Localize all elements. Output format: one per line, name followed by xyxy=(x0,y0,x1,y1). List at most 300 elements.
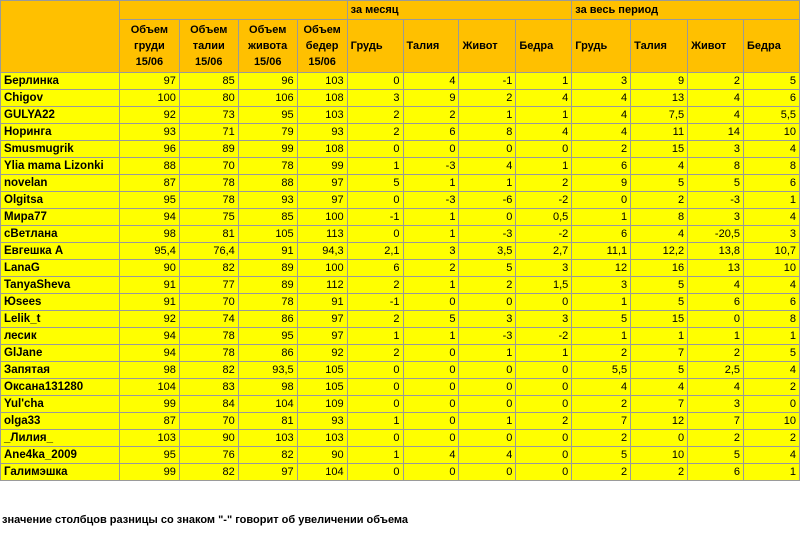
value-cell[interactable]: 103 xyxy=(297,107,347,124)
value-cell[interactable]: 0,5 xyxy=(516,209,572,226)
value-cell[interactable]: 1 xyxy=(347,447,403,464)
value-cell[interactable]: 94,3 xyxy=(297,243,347,260)
value-cell[interactable]: 93 xyxy=(238,192,297,209)
value-cell[interactable]: 4 xyxy=(744,141,800,158)
value-cell[interactable]: 11 xyxy=(631,124,688,141)
column-header[interactable]: Объем бедер 15/06 xyxy=(297,20,347,73)
value-cell[interactable]: 86 xyxy=(238,345,297,362)
value-cell[interactable]: 74 xyxy=(179,311,238,328)
value-cell[interactable]: 0 xyxy=(459,396,516,413)
value-cell[interactable]: 78 xyxy=(179,328,238,345)
participant-name-cell[interactable]: лесик xyxy=(1,328,120,345)
value-cell[interactable]: 5 xyxy=(459,260,516,277)
value-cell[interactable]: 4 xyxy=(631,226,688,243)
value-cell[interactable]: 1 xyxy=(688,328,744,345)
participant-name-cell[interactable]: Евгешка А xyxy=(1,243,120,260)
value-cell[interactable]: 5 xyxy=(572,311,631,328)
value-cell[interactable]: 6 xyxy=(572,158,631,175)
value-cell[interactable]: 91 xyxy=(238,243,297,260)
value-cell[interactable]: 0 xyxy=(459,362,516,379)
value-cell[interactable]: 3 xyxy=(516,311,572,328)
value-cell[interactable]: 8 xyxy=(744,158,800,175)
value-cell[interactable]: 78 xyxy=(179,175,238,192)
value-cell[interactable]: 4 xyxy=(744,209,800,226)
value-cell[interactable]: 97 xyxy=(238,464,297,481)
value-cell[interactable]: 3 xyxy=(403,243,459,260)
value-cell[interactable]: 82 xyxy=(238,447,297,464)
value-cell[interactable]: 0 xyxy=(459,379,516,396)
value-cell[interactable]: 16 xyxy=(631,260,688,277)
value-cell[interactable]: 2 xyxy=(744,430,800,447)
header-corner-cell[interactable] xyxy=(1,1,120,73)
value-cell[interactable]: 6 xyxy=(347,260,403,277)
value-cell[interactable]: 2 xyxy=(688,430,744,447)
value-cell[interactable]: 103 xyxy=(297,430,347,447)
value-cell[interactable]: -3 xyxy=(459,328,516,345)
value-cell[interactable]: 15 xyxy=(631,311,688,328)
value-cell[interactable]: 8 xyxy=(688,158,744,175)
value-cell[interactable]: 1 xyxy=(572,294,631,311)
value-cell[interactable]: 2 xyxy=(572,396,631,413)
value-cell[interactable]: 0 xyxy=(459,209,516,226)
value-cell[interactable]: 5 xyxy=(688,447,744,464)
value-cell[interactable]: 3 xyxy=(688,396,744,413)
value-cell[interactable]: -3 xyxy=(403,192,459,209)
value-cell[interactable]: 105 xyxy=(297,379,347,396)
column-header[interactable]: Живот xyxy=(459,20,516,73)
value-cell[interactable]: 2 xyxy=(347,311,403,328)
value-cell[interactable]: 0 xyxy=(516,464,572,481)
value-cell[interactable]: 0 xyxy=(631,430,688,447)
value-cell[interactable]: 98 xyxy=(119,226,179,243)
value-cell[interactable]: 1 xyxy=(347,328,403,345)
value-cell[interactable]: 4 xyxy=(688,90,744,107)
value-cell[interactable]: 79 xyxy=(238,124,297,141)
value-cell[interactable]: 76,4 xyxy=(179,243,238,260)
value-cell[interactable]: 0 xyxy=(516,396,572,413)
value-cell[interactable]: 8 xyxy=(459,124,516,141)
value-cell[interactable]: 0 xyxy=(403,430,459,447)
column-header[interactable]: Грудь xyxy=(347,20,403,73)
value-cell[interactable]: 73 xyxy=(179,107,238,124)
participant-name-cell[interactable]: GULYA22 xyxy=(1,107,120,124)
value-cell[interactable]: 0 xyxy=(516,379,572,396)
value-cell[interactable]: 89 xyxy=(238,277,297,294)
value-cell[interactable]: 104 xyxy=(238,396,297,413)
value-cell[interactable]: 4 xyxy=(631,379,688,396)
value-cell[interactable]: 3 xyxy=(347,90,403,107)
value-cell[interactable]: 2 xyxy=(572,345,631,362)
value-cell[interactable]: 97 xyxy=(297,192,347,209)
value-cell[interactable]: 2 xyxy=(631,464,688,481)
value-cell[interactable]: 100 xyxy=(297,209,347,226)
value-cell[interactable]: 92 xyxy=(297,345,347,362)
value-cell[interactable]: 1 xyxy=(516,107,572,124)
value-cell[interactable]: 2 xyxy=(403,107,459,124)
value-cell[interactable]: 13 xyxy=(688,260,744,277)
value-cell[interactable]: 97 xyxy=(297,311,347,328)
value-cell[interactable]: 0 xyxy=(516,430,572,447)
value-cell[interactable]: 81 xyxy=(238,413,297,430)
value-cell[interactable]: 2 xyxy=(347,345,403,362)
value-cell[interactable]: -20,5 xyxy=(688,226,744,243)
value-cell[interactable]: 98 xyxy=(119,362,179,379)
value-cell[interactable]: 82 xyxy=(179,362,238,379)
value-cell[interactable]: 6 xyxy=(744,175,800,192)
value-cell[interactable]: 0 xyxy=(347,362,403,379)
group-header-month[interactable]: за месяц xyxy=(347,1,572,20)
value-cell[interactable]: 92 xyxy=(119,311,179,328)
value-cell[interactable]: 2,7 xyxy=(516,243,572,260)
value-cell[interactable]: 1 xyxy=(459,107,516,124)
participant-name-cell[interactable]: Ylia mama Lizonki xyxy=(1,158,120,175)
participant-name-cell[interactable]: Запятая xyxy=(1,362,120,379)
value-cell[interactable]: 88 xyxy=(238,175,297,192)
value-cell[interactable]: 92 xyxy=(119,107,179,124)
value-cell[interactable]: 3 xyxy=(572,73,631,90)
value-cell[interactable]: 6 xyxy=(688,294,744,311)
value-cell[interactable]: 84 xyxy=(179,396,238,413)
value-cell[interactable]: 70 xyxy=(179,158,238,175)
value-cell[interactable]: 78 xyxy=(238,158,297,175)
value-cell[interactable]: 4 xyxy=(631,158,688,175)
value-cell[interactable]: 1 xyxy=(744,464,800,481)
value-cell[interactable]: 12,2 xyxy=(631,243,688,260)
value-cell[interactable]: 10 xyxy=(744,260,800,277)
value-cell[interactable]: 0 xyxy=(403,141,459,158)
value-cell[interactable]: 94 xyxy=(119,345,179,362)
value-cell[interactable]: 82 xyxy=(179,464,238,481)
value-cell[interactable]: 10 xyxy=(744,124,800,141)
value-cell[interactable]: 0 xyxy=(516,362,572,379)
value-cell[interactable]: 1 xyxy=(459,175,516,192)
value-cell[interactable]: 3 xyxy=(572,277,631,294)
value-cell[interactable]: 9 xyxy=(403,90,459,107)
value-cell[interactable]: 8 xyxy=(631,209,688,226)
value-cell[interactable]: 105 xyxy=(238,226,297,243)
value-cell[interactable]: 108 xyxy=(297,141,347,158)
participant-name-cell[interactable]: Норинга xyxy=(1,124,120,141)
value-cell[interactable]: 2 xyxy=(572,430,631,447)
value-cell[interactable]: 1 xyxy=(459,345,516,362)
value-cell[interactable]: 99 xyxy=(119,396,179,413)
value-cell[interactable]: 1 xyxy=(744,328,800,345)
value-cell[interactable]: 4 xyxy=(516,90,572,107)
value-cell[interactable]: -2 xyxy=(516,192,572,209)
value-cell[interactable]: 97 xyxy=(297,175,347,192)
value-cell[interactable]: 4 xyxy=(403,447,459,464)
value-cell[interactable]: 2 xyxy=(347,277,403,294)
value-cell[interactable]: 2 xyxy=(631,192,688,209)
value-cell[interactable]: 6 xyxy=(688,464,744,481)
participant-name-cell[interactable]: Chigov xyxy=(1,90,120,107)
value-cell[interactable]: 13 xyxy=(631,90,688,107)
value-cell[interactable]: 2 xyxy=(688,345,744,362)
value-cell[interactable]: 1 xyxy=(403,226,459,243)
value-cell[interactable]: 71 xyxy=(179,124,238,141)
value-cell[interactable]: 94 xyxy=(119,328,179,345)
value-cell[interactable]: 3 xyxy=(688,141,744,158)
value-cell[interactable]: 5 xyxy=(631,175,688,192)
value-cell[interactable]: -1 xyxy=(459,73,516,90)
value-cell[interactable]: 4 xyxy=(572,90,631,107)
value-cell[interactable]: 2 xyxy=(688,73,744,90)
value-cell[interactable]: -2 xyxy=(516,226,572,243)
value-cell[interactable]: 89 xyxy=(179,141,238,158)
participant-name-cell[interactable]: TanyaSheva xyxy=(1,277,120,294)
column-header[interactable]: Объем живота 15/06 xyxy=(238,20,297,73)
value-cell[interactable]: 1 xyxy=(347,413,403,430)
value-cell[interactable]: 6 xyxy=(403,124,459,141)
participant-name-cell[interactable]: _Лилия_ xyxy=(1,430,120,447)
value-cell[interactable]: 4 xyxy=(403,73,459,90)
value-cell[interactable]: 97 xyxy=(119,73,179,90)
value-cell[interactable]: 0 xyxy=(516,447,572,464)
value-cell[interactable]: 7,5 xyxy=(631,107,688,124)
value-cell[interactable]: 80 xyxy=(179,90,238,107)
value-cell[interactable]: 1 xyxy=(744,192,800,209)
column-header[interactable]: Бедра xyxy=(516,20,572,73)
value-cell[interactable]: 95,4 xyxy=(119,243,179,260)
value-cell[interactable]: 7 xyxy=(572,413,631,430)
value-cell[interactable]: 105 xyxy=(297,362,347,379)
value-cell[interactable]: 6 xyxy=(744,294,800,311)
value-cell[interactable]: 1 xyxy=(572,209,631,226)
value-cell[interactable]: 3 xyxy=(688,209,744,226)
value-cell[interactable]: 10,7 xyxy=(744,243,800,260)
value-cell[interactable]: 103 xyxy=(238,430,297,447)
value-cell[interactable]: 5 xyxy=(631,277,688,294)
value-cell[interactable]: 90 xyxy=(179,430,238,447)
participant-name-cell[interactable]: Smusmugrik xyxy=(1,141,120,158)
value-cell[interactable]: 5 xyxy=(631,362,688,379)
value-cell[interactable]: 0 xyxy=(744,396,800,413)
value-cell[interactable]: 95 xyxy=(119,192,179,209)
value-cell[interactable]: 2 xyxy=(744,379,800,396)
value-cell[interactable]: 0 xyxy=(347,396,403,413)
value-cell[interactable]: 4 xyxy=(744,362,800,379)
value-cell[interactable]: 1 xyxy=(347,158,403,175)
participant-name-cell[interactable]: Оксана131280 xyxy=(1,379,120,396)
value-cell[interactable]: 0 xyxy=(459,294,516,311)
value-cell[interactable]: 97 xyxy=(297,328,347,345)
value-cell[interactable]: 0 xyxy=(347,192,403,209)
value-cell[interactable]: 1 xyxy=(572,328,631,345)
value-cell[interactable]: 8 xyxy=(744,311,800,328)
value-cell[interactable]: 4 xyxy=(744,277,800,294)
participant-name-cell[interactable]: Yul'cha xyxy=(1,396,120,413)
value-cell[interactable]: 0 xyxy=(403,413,459,430)
value-cell[interactable]: 0 xyxy=(347,430,403,447)
column-header[interactable]: Объем талии 15/06 xyxy=(179,20,238,73)
value-cell[interactable]: 9 xyxy=(631,73,688,90)
value-cell[interactable]: 2 xyxy=(572,464,631,481)
value-cell[interactable]: 91 xyxy=(119,277,179,294)
value-cell[interactable]: 70 xyxy=(179,294,238,311)
value-cell[interactable]: 0 xyxy=(572,192,631,209)
value-cell[interactable]: 108 xyxy=(297,90,347,107)
value-cell[interactable]: 0 xyxy=(516,141,572,158)
value-cell[interactable]: 4 xyxy=(688,107,744,124)
participant-name-cell[interactable]: GlJane xyxy=(1,345,120,362)
participant-name-cell[interactable]: Берлинка xyxy=(1,73,120,90)
participant-name-cell[interactable]: Ane4ka_2009 xyxy=(1,447,120,464)
value-cell[interactable]: 13,8 xyxy=(688,243,744,260)
value-cell[interactable]: 78 xyxy=(179,345,238,362)
value-cell[interactable]: 98 xyxy=(238,379,297,396)
value-cell[interactable]: 93 xyxy=(297,413,347,430)
value-cell[interactable]: -3 xyxy=(403,158,459,175)
value-cell[interactable]: 81 xyxy=(179,226,238,243)
column-header[interactable]: Бедра xyxy=(744,20,800,73)
value-cell[interactable]: 96 xyxy=(119,141,179,158)
value-cell[interactable]: 95 xyxy=(238,107,297,124)
value-cell[interactable]: 2 xyxy=(459,90,516,107)
value-cell[interactable]: 99 xyxy=(119,464,179,481)
value-cell[interactable]: 91 xyxy=(119,294,179,311)
participant-name-cell[interactable]: Галимэшка xyxy=(1,464,120,481)
value-cell[interactable]: 2,1 xyxy=(347,243,403,260)
value-cell[interactable]: 2,5 xyxy=(688,362,744,379)
value-cell[interactable]: 1 xyxy=(631,328,688,345)
value-cell[interactable]: 7 xyxy=(688,413,744,430)
value-cell[interactable]: 113 xyxy=(297,226,347,243)
value-cell[interactable]: 0 xyxy=(403,345,459,362)
value-cell[interactable]: 94 xyxy=(119,209,179,226)
value-cell[interactable]: 6 xyxy=(572,226,631,243)
value-cell[interactable]: 0 xyxy=(347,464,403,481)
value-cell[interactable]: 5 xyxy=(572,447,631,464)
value-cell[interactable]: 90 xyxy=(297,447,347,464)
value-cell[interactable]: 2 xyxy=(516,413,572,430)
value-cell[interactable]: 5,5 xyxy=(744,107,800,124)
value-cell[interactable]: -1 xyxy=(347,294,403,311)
value-cell[interactable]: 7 xyxy=(631,396,688,413)
header-empty-group[interactable] xyxy=(119,1,347,20)
value-cell[interactable]: 4 xyxy=(688,277,744,294)
value-cell[interactable]: 1 xyxy=(403,328,459,345)
value-cell[interactable]: 0 xyxy=(688,311,744,328)
value-cell[interactable]: 104 xyxy=(119,379,179,396)
value-cell[interactable]: 4 xyxy=(688,379,744,396)
value-cell[interactable]: 2 xyxy=(347,124,403,141)
column-header[interactable]: Объем груди 15/06 xyxy=(119,20,179,73)
value-cell[interactable]: 75 xyxy=(179,209,238,226)
value-cell[interactable]: 4 xyxy=(744,447,800,464)
value-cell[interactable]: 100 xyxy=(119,90,179,107)
value-cell[interactable]: 2 xyxy=(516,175,572,192)
value-cell[interactable]: 78 xyxy=(179,192,238,209)
column-header[interactable]: Талия xyxy=(403,20,459,73)
footer-note[interactable]: значение столбцов разницы со знаком "-" говорит об увеличении объема xyxy=(2,514,409,526)
value-cell[interactable]: 5 xyxy=(347,175,403,192)
value-cell[interactable]: 0 xyxy=(403,396,459,413)
value-cell[interactable]: 106 xyxy=(238,90,297,107)
value-cell[interactable]: 4 xyxy=(516,124,572,141)
value-cell[interactable]: -2 xyxy=(516,328,572,345)
value-cell[interactable]: 93 xyxy=(297,124,347,141)
value-cell[interactable]: 0 xyxy=(516,294,572,311)
value-cell[interactable]: -6 xyxy=(459,192,516,209)
value-cell[interactable]: 77 xyxy=(179,277,238,294)
value-cell[interactable]: 95 xyxy=(119,447,179,464)
value-cell[interactable]: 103 xyxy=(119,430,179,447)
value-cell[interactable]: 5 xyxy=(744,73,800,90)
value-cell[interactable]: 96 xyxy=(238,73,297,90)
value-cell[interactable]: 89 xyxy=(238,260,297,277)
value-cell[interactable]: 1,5 xyxy=(516,277,572,294)
value-cell[interactable]: 82 xyxy=(179,260,238,277)
value-cell[interactable]: 85 xyxy=(179,73,238,90)
value-cell[interactable]: 0 xyxy=(347,226,403,243)
value-cell[interactable]: 4 xyxy=(459,158,516,175)
value-cell[interactable]: 78 xyxy=(238,294,297,311)
value-cell[interactable]: 3 xyxy=(459,311,516,328)
value-cell[interactable]: 2 xyxy=(347,107,403,124)
value-cell[interactable]: 1 xyxy=(403,209,459,226)
value-cell[interactable]: 0 xyxy=(459,430,516,447)
value-cell[interactable]: 5 xyxy=(631,294,688,311)
value-cell[interactable]: 14 xyxy=(688,124,744,141)
participant-name-cell[interactable]: Olgitsa xyxy=(1,192,120,209)
value-cell[interactable]: 87 xyxy=(119,175,179,192)
value-cell[interactable]: 10 xyxy=(631,447,688,464)
value-cell[interactable]: 1 xyxy=(516,345,572,362)
participant-name-cell[interactable]: Lelik_t xyxy=(1,311,120,328)
value-cell[interactable]: 90 xyxy=(119,260,179,277)
value-cell[interactable]: 0 xyxy=(403,379,459,396)
column-header[interactable]: Живот xyxy=(688,20,744,73)
value-cell[interactable]: 0 xyxy=(347,73,403,90)
value-cell[interactable]: 109 xyxy=(297,396,347,413)
value-cell[interactable]: 12 xyxy=(572,260,631,277)
value-cell[interactable]: 9 xyxy=(572,175,631,192)
value-cell[interactable]: 0 xyxy=(403,464,459,481)
value-cell[interactable]: 88 xyxy=(119,158,179,175)
value-cell[interactable]: 0 xyxy=(347,141,403,158)
value-cell[interactable]: 5,5 xyxy=(572,362,631,379)
value-cell[interactable]: 87 xyxy=(119,413,179,430)
value-cell[interactable]: 4 xyxy=(572,379,631,396)
value-cell[interactable]: 3 xyxy=(516,260,572,277)
value-cell[interactable]: -1 xyxy=(347,209,403,226)
value-cell[interactable]: 11,1 xyxy=(572,243,631,260)
value-cell[interactable]: 85 xyxy=(238,209,297,226)
participant-name-cell[interactable]: olga33 xyxy=(1,413,120,430)
column-header[interactable]: Талия xyxy=(631,20,688,73)
value-cell[interactable]: 0 xyxy=(459,141,516,158)
value-cell[interactable]: 112 xyxy=(297,277,347,294)
value-cell[interactable]: 1 xyxy=(516,158,572,175)
value-cell[interactable]: 7 xyxy=(631,345,688,362)
value-cell[interactable]: 104 xyxy=(297,464,347,481)
participant-name-cell[interactable]: сВетлана xyxy=(1,226,120,243)
value-cell[interactable]: 5 xyxy=(744,345,800,362)
value-cell[interactable]: 99 xyxy=(238,141,297,158)
value-cell[interactable]: 93,5 xyxy=(238,362,297,379)
value-cell[interactable]: 99 xyxy=(297,158,347,175)
value-cell[interactable]: 95 xyxy=(238,328,297,345)
value-cell[interactable]: 1 xyxy=(403,175,459,192)
value-cell[interactable]: 12 xyxy=(631,413,688,430)
column-header[interactable]: Грудь xyxy=(572,20,631,73)
value-cell[interactable]: 0 xyxy=(459,464,516,481)
participant-name-cell[interactable]: Мира77 xyxy=(1,209,120,226)
value-cell[interactable]: 103 xyxy=(297,73,347,90)
value-cell[interactable]: 1 xyxy=(459,413,516,430)
value-cell[interactable]: 2 xyxy=(459,277,516,294)
value-cell[interactable]: 5 xyxy=(403,311,459,328)
